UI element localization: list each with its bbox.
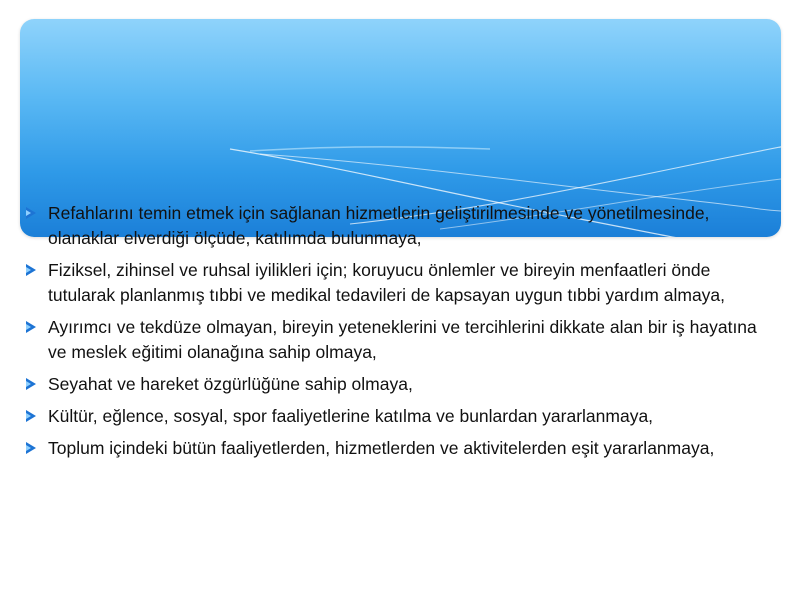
- bullet-text: Ayırımcı ve tekdüze olmayan, bireyin yeteneklerini ve tercihlerini dikkate alan bir iş hayatına ve meslek eğitimi olanağına sahip olmaya,: [48, 317, 757, 362]
- list-item: [26, 201, 766, 251]
- list-item: [26, 372, 766, 397]
- bullet-text: Fiziksel, zihinsel ve ruhsal iyilikleri için; koruyucu önlemler ve bireyin menfaatleri önde tutularak planlanmış tıbbi ve medikal tedavileri de kapsayan uygun tıbbi yardım almaya,: [48, 260, 726, 305]
- arrow-bullet-icon: [26, 207, 36, 219]
- slide-body: [26, 201, 766, 468]
- arrow-bullet-icon: [26, 378, 36, 390]
- bullet-text: Toplum içindeki bütün faaliyetlerden, hizmetlerden ve aktivitelerden eşit yararlanmaya,: [48, 438, 715, 458]
- bullet-list: [26, 201, 766, 461]
- list-item: [26, 404, 766, 429]
- arrow-bullet-icon: [26, 264, 36, 276]
- bullet-text: Kültür, eğlence, sosyal, spor faaliyetlerine katılma ve bunlardan yararlanmaya,: [48, 406, 654, 426]
- arrow-bullet-icon: [26, 442, 36, 454]
- bullet-text: Seyahat ve hareket özgürlüğüne sahip olmaya,: [48, 374, 413, 394]
- arrow-bullet-icon: [26, 410, 36, 422]
- list-item: [26, 258, 766, 308]
- arrow-bullet-icon: [26, 321, 36, 333]
- list-item: [26, 315, 766, 365]
- list-item: [26, 436, 766, 461]
- bullet-text: Refahlarını temin etmek için sağlanan hizmetlerin geliştirilmesinde ve yönetilmesinde, olanaklar elverdiği ölçüde, katılımda bulunmaya,: [48, 203, 710, 248]
